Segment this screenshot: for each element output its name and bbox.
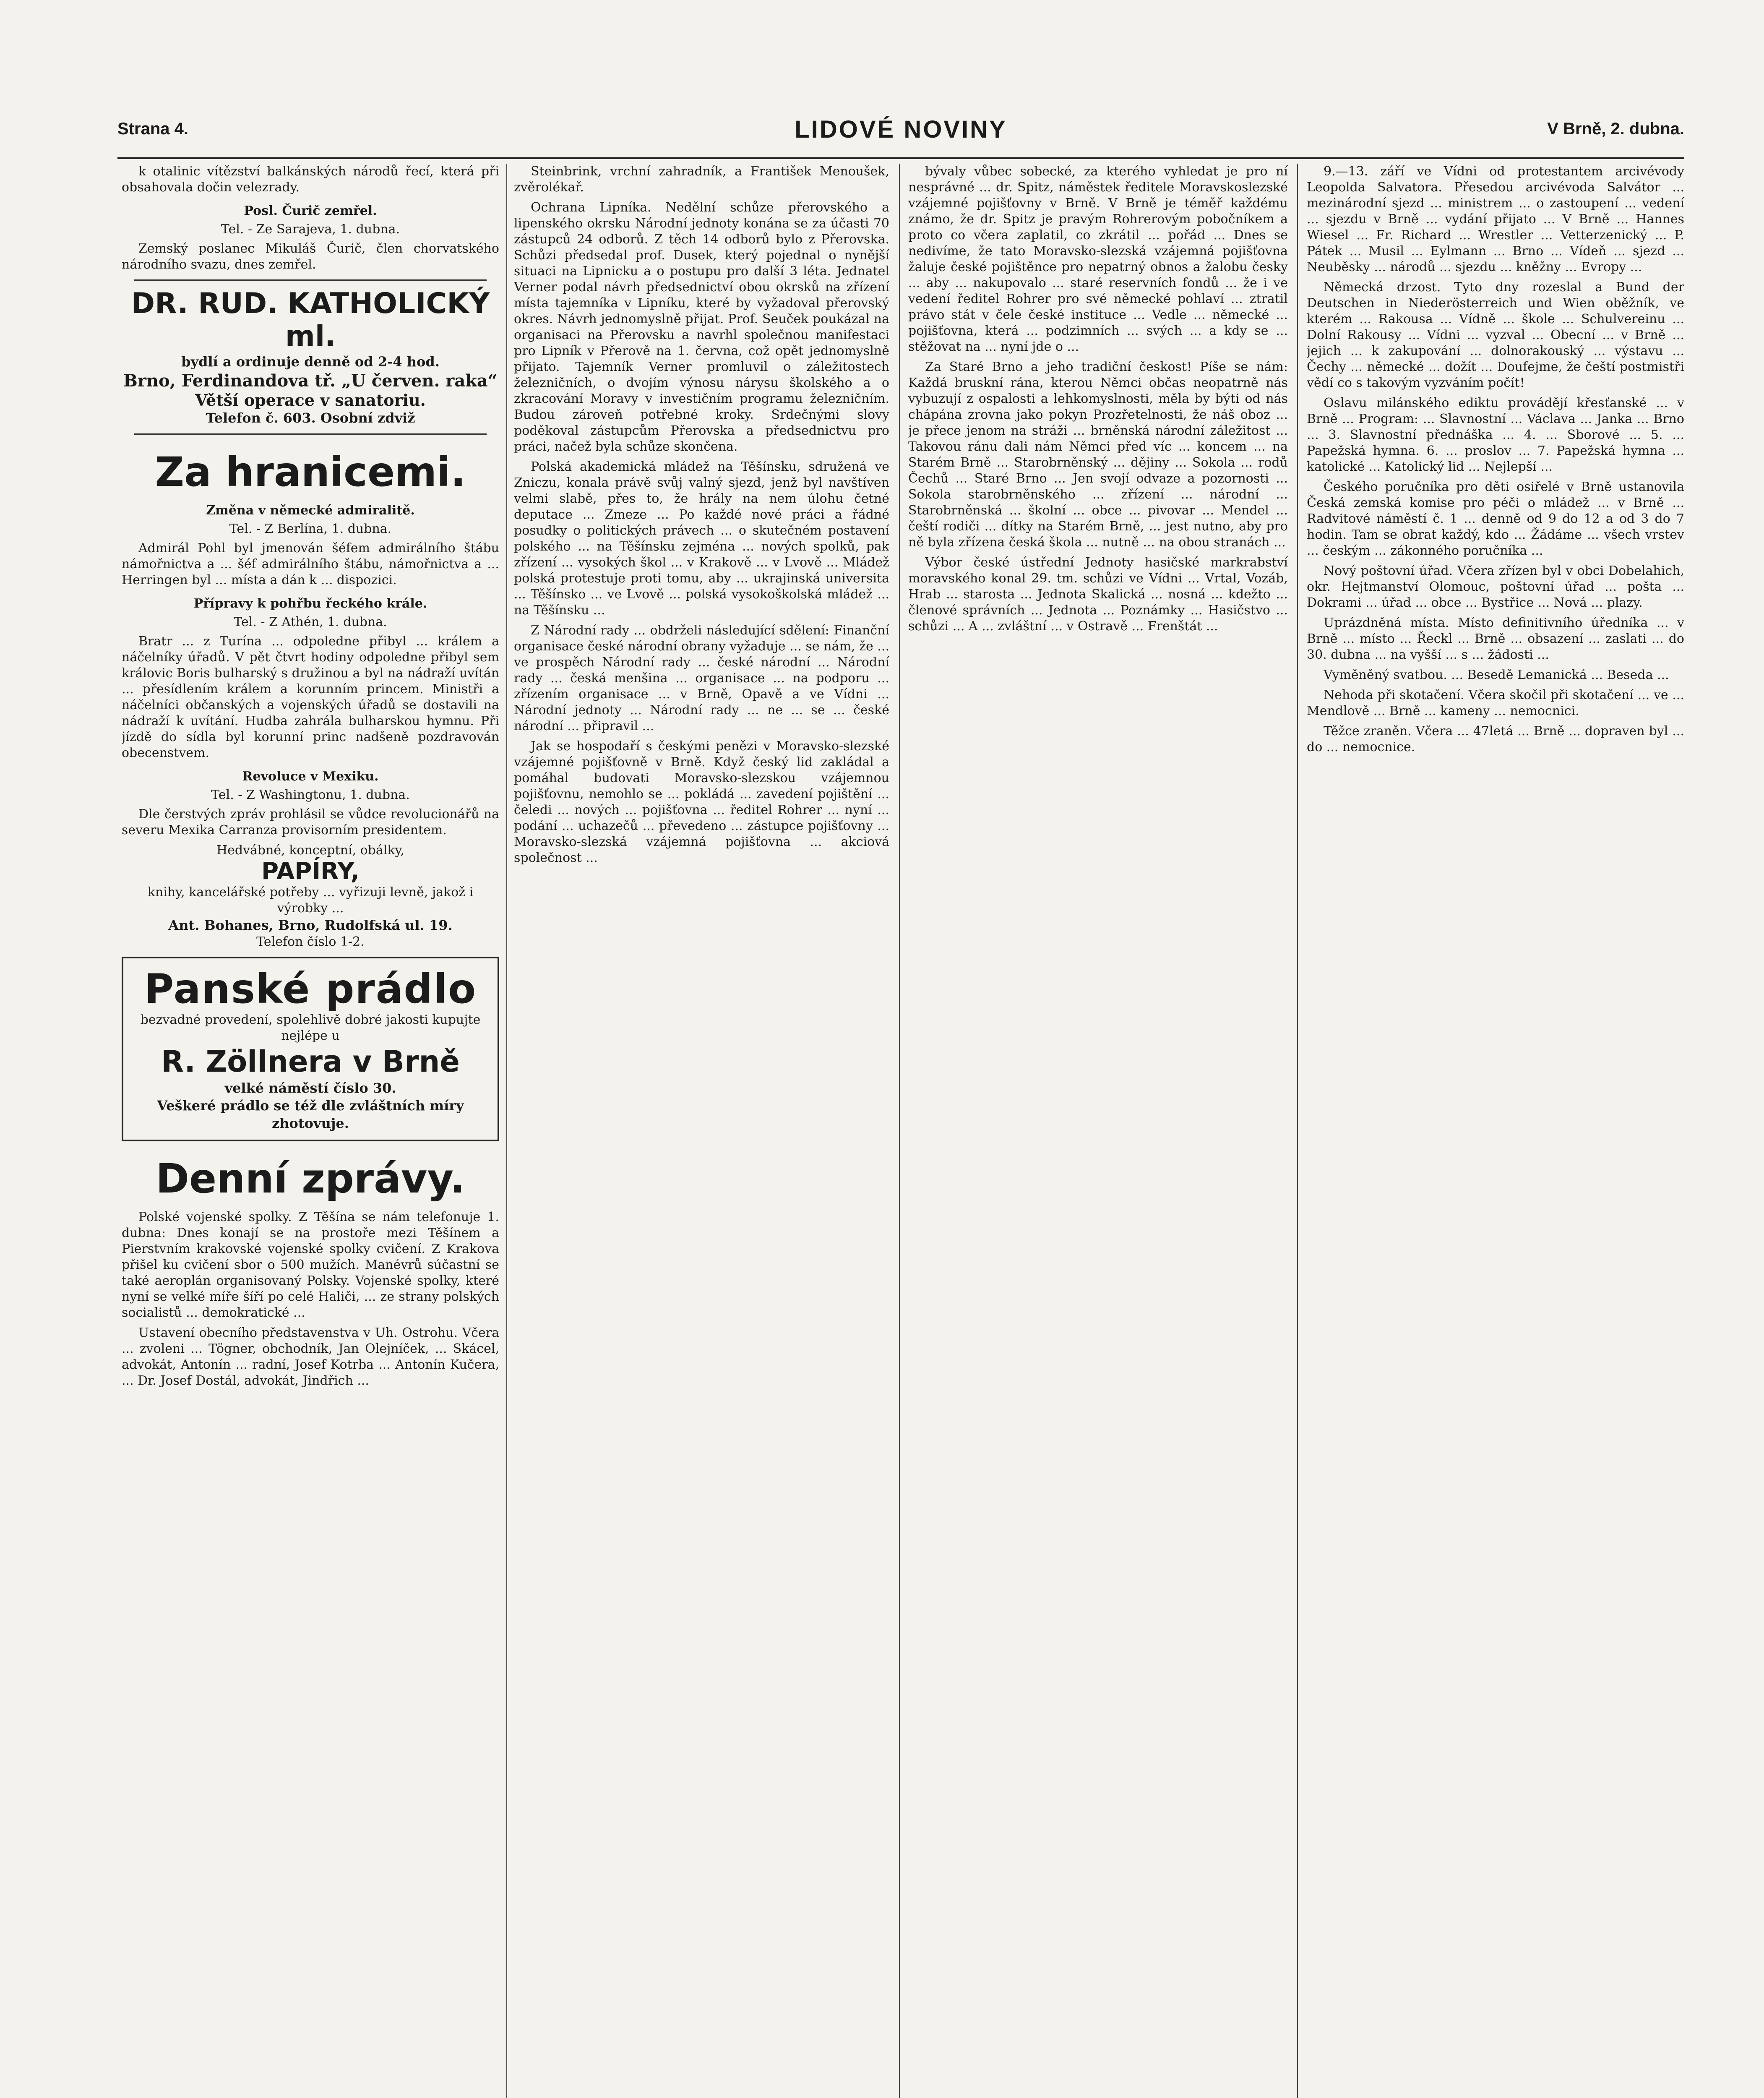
article-text: Vyměněný svatbou. ... Besedě Lemanická ... Beseda ... bbox=[1324, 668, 1669, 682]
ad-line: Telefon č. 603. Osobní zdviž bbox=[206, 410, 415, 426]
article-dateline: Tel. - Ze Sarajeva, 1. dubna. bbox=[221, 222, 400, 237]
paper-advertisement bbox=[122, 843, 499, 950]
article-dateline: Tel. - Z Athén, 1. dubna. bbox=[234, 615, 387, 629]
ad-line: Hedvábné, konceptní, obálky, bbox=[216, 843, 405, 858]
article-text: Zemský poslanec Mikuláš Čurič, člen chorvatského národního svazu, dnes zemřel. bbox=[122, 241, 499, 272]
ad-line: bydlí a ordinuje denně od 2-4 hod. bbox=[181, 354, 440, 370]
article-text: Polské vojenské spolky. Z Těšína se nám telefonuje 1. dubna: Dnes konají se na prostoře mezi Těšínem a Pierstvním krakovské vojenské spolky cvičení. Z Krakova přišel ku cvičení sbor o 500 mužích. Manévrů súčastní se také aeroplán organisovaný Polsky. Vojenské spolky, které nyní se velké míře šíří po celé Haliči, ... ze strany polských socialistů ... demokratické ... bbox=[122, 1210, 499, 1320]
column-divider bbox=[1297, 164, 1298, 2098]
article-text: Nový poštovní úřad. Včera zřízen byl v obci Dobelahich, okr. Hejtmanství Olomouc, poštovní úřad ... pošta ... Dokrami ... úřad ... obce ... Bystřice ... Nová ... plazy. bbox=[1307, 564, 1684, 610]
ad-linen-name: R. Zöllnera v Brně bbox=[161, 1044, 460, 1079]
article-text: Polská akademická mládež na Těšínsku, sdružená ve Zniczu, konala právě svůj valný sjezd, jenž byl navštíven velmi slabě, přes to, že hrály na nem úlohu četné deputace ... Zmeze ... Po každé nové práci a řádné posudky o politických právech ... o skutečném postavení polského ... na Těšínsku zejména ... nových spolků, pak zřízení ... vysokých škol ... v Krakově ... v Lvově ... Mládež polská protestuje proti tomu, aby ... ukrajinská universita ... Těšínsko ... ve Lvově ... polská vysokoškolská mládež ... na Těšínsku ... bbox=[514, 459, 889, 618]
ad-paper-title: PAPÍRY, bbox=[261, 858, 360, 885]
header-rule bbox=[117, 157, 1684, 159]
page-number: Strana 4. bbox=[117, 120, 188, 138]
article-text: Bratr ... z Turína ... odpoledne přibyl ... králem a náčelníky úřadů. V pět čtvrt hodiny odpoledne přibyl sem královic Boris bulharský s družinou a byl na nádraží uvítán ... přesídlením králem a korunním princem. Ministři a náčelníci občanských a vojenských úřadů se dostavili na nádraží k uvítání. Hudba zahrála bulharskou hymnu. Při jízdě do sídla byl korunní princ nadšeně pozdravován obecenstvem. bbox=[122, 634, 499, 760]
ad-linen-note: Veškeré prádlo se též dle zvláštních míry zhotovuje. bbox=[157, 1098, 464, 1131]
ad-firm: Ant. Bohanes, Brno, Rudolfská ul. 19. bbox=[168, 917, 453, 933]
separator bbox=[134, 433, 487, 435]
section-heading-news: Denní zprávy. bbox=[156, 1155, 465, 1202]
article-text: Dle čerstvých zpráv prohlásil se vůdce revolucionářů na severu Mexika Carranza provisorním presidentem. bbox=[122, 807, 499, 838]
column-4 bbox=[1307, 164, 1684, 2098]
ad-line: Brno, Ferdinandova tř. „U červen. raka“ bbox=[123, 371, 498, 391]
ad-line: Větší operace v sanatoriu. bbox=[195, 391, 426, 410]
article-headline: Posl. Čurič zemřel. bbox=[244, 204, 377, 218]
doctor-advertisement bbox=[122, 287, 499, 427]
article-text: Výbor české ústřední Jednoty hasičské markrabství moravského konal 29. tm. schůzi ve Vídni ... Vrtal, Vozáb, Hrab ... starosta ... Jednota Skalická ... nosná ... kdežto ... členové správních ... Jednota ... Poznámky ... Hasičstvo ... schůzi ... A ... zvláštní ... v Ostravě ... Frenštát ... bbox=[908, 555, 1288, 634]
article-text: Admirál Pohl byl jmenován šéfem admirálního štábu námořnictva a ... šéf admirálního štábu, námořnictva a ... Herringen byl ... místa a dán k ... dispozici. bbox=[122, 541, 499, 587]
article-text: Uprázdněná místa. Místo definitivního úředníka ... v Brně ... místo ... Řeckl ... Brně ... obsazení ... zaslati ... do 30. dubna ... na vyšší ... s ... žádosti ... bbox=[1307, 616, 1684, 662]
column-divider bbox=[899, 164, 900, 2098]
ad-linen-brand: Panské prádlo bbox=[144, 965, 477, 1012]
article-headline: Přípravy k pohřbu řeckého krále. bbox=[193, 596, 427, 611]
ad-line: bezvadné provedení, spolehlivě dobré jakosti kupujte nejlépe u bbox=[140, 1012, 481, 1043]
dateline: V Brně, 2. dubna. bbox=[1547, 120, 1684, 138]
article-text: Těžce zraněn. Včera ... 47letá ... Brně ... dopraven byl ... do ... nemocnice. bbox=[1307, 724, 1684, 754]
column-3 bbox=[908, 164, 1288, 2098]
ad-line: knihy, kancelářské potřeby ... vyřizuji levně, jakož i výrobky ... bbox=[147, 885, 474, 916]
article-text: Oslavu milánského ediktu provádějí křesťanské ... v Brně ... Program: ... Slavnostní ... Václava ... Janka ... Brno ... 3. Slavnostní přednáška ... 4. ... Sborové ... 5. ... Papežská hymna. 6. ... proslov ... 7. Papežská hymna ... katolické ... Katolický lid ... Nejlepší ... bbox=[1307, 396, 1684, 474]
article-text: k otalinic vítězství balkánských národů řecí, která při obsahovala dočin velezrady. bbox=[122, 164, 499, 195]
article-headline: Změna v německé admiralitě. bbox=[206, 503, 415, 518]
article-headline: Revoluce v Mexiku. bbox=[242, 769, 379, 784]
column-1 bbox=[122, 164, 499, 2098]
article-text: Nehoda při skotačení. Včera skočil při skotačení ... ve ... Mendlově ... Brně ... kameny ... nemocnici. bbox=[1307, 688, 1684, 718]
page-header bbox=[117, 115, 1684, 153]
section-heading-abroad: Za hranicemi. bbox=[155, 449, 466, 496]
separator bbox=[134, 279, 487, 281]
column-2 bbox=[514, 164, 889, 2098]
article-text: Z Národní rady ... obdrželi následující sdělení: Finanční organisace české národní obrany vyžaduje ... se nám, že ... ve prospěch Národní rady ... české národní ... Národní rady ... česká menšina ... organisace ... na podporu ... zřízením organisace ... v Brně, Opavě a ve Vídni ... Národní jednoty ... Národní rady ... ne ... se ... české národní ... připravil ... bbox=[514, 623, 889, 733]
ad-linen-address: velké náměstí číslo 30. bbox=[224, 1080, 396, 1096]
ad-telephone: Telefon číslo 1-2. bbox=[256, 934, 365, 949]
article-dateline: Tel. - Z Washingtonu, 1. dubna. bbox=[211, 788, 410, 802]
article-text: Německá drzost. Tyto dny rozeslal a Bund der Deutschen in Niederösterreich und Wien oběžník, ve kterém ... Rakousa ... Vídně ... škole ... Schulvereinu ... Dolní Rakousy ... Vídni ... vyzval ... Obecní ... v Brně ... jejich ... k zakupování ... dolnorakouský ... výstavu ... Čechy ... německé ... dožít ... Doufejme, že čeští postmistři vědí co s takovým vyzváním počít! bbox=[1307, 280, 1684, 390]
article-text: Českého poručníka pro děti osiřelé v Brně ustanovila Česká zemská komise pro péči o mládež ... v Brně ... Radvitové náměstí č. 1 ... denně od 9 do 12 a od 3 do 7 hodin. Tam se obrat každý, kdo ... Žádáme ... všech vrstev ... českým ... zákonného poručníka ... bbox=[1307, 480, 1684, 558]
article-text: Jak se hospodaří s českými penězi v Moravsko-slezské vzájemné pojišťovně v Brně. Když český lid zakládal a pomáhal budovati Moravsko-slezskou vzájemnou pojišťovnu, nemohlo se ... pokládá ... zavedení pojištění ... čeledi ... nových ... pojišťovna ... ředitel Rohrer ... nyní ... podání ... uchazečů ... převedeno ... zástupce pojišťovny ... Moravsko-slezská vzájemná pojišťovna ... akciová společnost ... bbox=[514, 739, 889, 865]
column-divider bbox=[506, 164, 507, 2098]
article-text: Ustavení obecního představenstva v Uh. Ostrohu. Včera ... zvoleni ... Tögner, obchodník, Jan Olejníček, ... Skácel, advokát, Antonín ... radní, Josef Kotrba ... Antonín Kučera, ... Dr. Josef Dostál, advokát, Jindřich ... bbox=[122, 1326, 499, 1388]
article-text: Za Staré Brno a jeho tradiční českost! Píše se nám: Každá bruskní rána, kterou Němci občas neopatrně nás vybuzují z ospalosti a lehkomyslnosti, měla by býti od nás chápána zrovna jako pokyn Prozřetelnosti, že náš oboz ... je přece jenom na stráži ... brněnská národní záležitost ... Takovou ránu dali nám Němci před víc ... koncem ... na Starém Brně ... Starobrněnský ... dějiny ... Sokola ... rodů Čechů ... Staré Brno ... Jen svojí odvaze a pozornosti ... Sokola starobrněnského ... zřízení ... národní ... Starobrněnská ... školní ... obce ... pivovar ... Mendel ... čeští rodiči ... dítky na Starém Brně, ... jest nutno, aby pro ně byla zřízena česká škola ... nutně ... na obou stranách ... bbox=[908, 360, 1288, 550]
linen-advertisement bbox=[122, 957, 499, 1141]
article-dateline: Tel. - Z Berlína, 1. dubna. bbox=[229, 522, 392, 536]
ad-doctor-name: DR. RUD. KATHOLICKÝ ml. bbox=[131, 287, 490, 353]
article-text: Ochrana Lipníka. Nedělní schůze přerovského a lipenského okrsku Národní jednoty konána se za účasti 70 zástupců 24 odborů. Z těch 14 odborů bylo z Přerovska. Schůzi předsedal prof. Dusek, který pojednal o nynější situaci na Lipnicku a o postupu pro další 3 léta. Jednatel Verner podal návrh předsednictví obou okrsků na zřízení místa tajemníka v Lipníku, které by vyžadoval přerovský okres. Návrh jednomyslně přijat. Prof. Seuček poukázal na organisaci na Přerovsku a navrhl společnou manifestaci pro Lipník v Přerově na 1. června, což opět jednomyslně přijato. Tajemník Verner promluvil o záležitostech železničních, o dvojím výnosu nárysu školského a o zkracování Moravy v investičním programu železničním. Budou zároveň potřebné kroky. Srdečnými slovy poděkoval zástupcům Přerovska a předsednictvu pro práci, načež byla schůze skončena. bbox=[514, 200, 889, 454]
article-text: bývaly vůbec sobecké, za kterého vyhledat je pro ní nesprávné ... dr. Spitz, náměstek ředitele Moravskoslezské vzájemné pojišťovny v Brně. V Brně je téměř každému známo, že dr. Spitz je pravým Rohrerovým pobočníkem a proto co včera zaplatil, co zkrátil ... pořád ... Dnes se nedivíme, že tato Moravsko-slezská vzájemná pojišťovna žaluje české pojištěnce pro nepatrný obnos a žalobu česky ... aby ... nakupovalo ... staré reservních fondů ... že i ve vedení ředitel Rohrer pro své německé pohlaví ... ztratil právo stát v čele české instituce ... Vedle ... německé ... pojišťovna, která ... podzimních ... svých ... a kdy se ... stěžovat na ... nyní jde o ... bbox=[908, 164, 1288, 354]
article-text: Steinbrink, vrchní zahradník, a František Menoušek, zvěrolékař. bbox=[514, 164, 889, 195]
masthead-title: LIDOVÉ NOVINY bbox=[795, 116, 1007, 143]
article-text: 9.—13. září ve Vídni od protestantem arcivévody Leopolda Salvatora. Přesedou arcivévoda Salvátor ... mezinárodní sjezd ... ministrem ... o zastoupení ... vedení ... sjezdu v Brně ... vydání přijato ... V Brně ... Hannes Wiesel ... Fr. Richard ... Wrestler ... Vetterzenický ... P. Pátek ... Musil ... Eylmann ... Brno ... Vídeň ... sjezd ... Neuběsky ... národů ... sjezdu ... kněžny ... Evropy ... bbox=[1307, 164, 1684, 274]
